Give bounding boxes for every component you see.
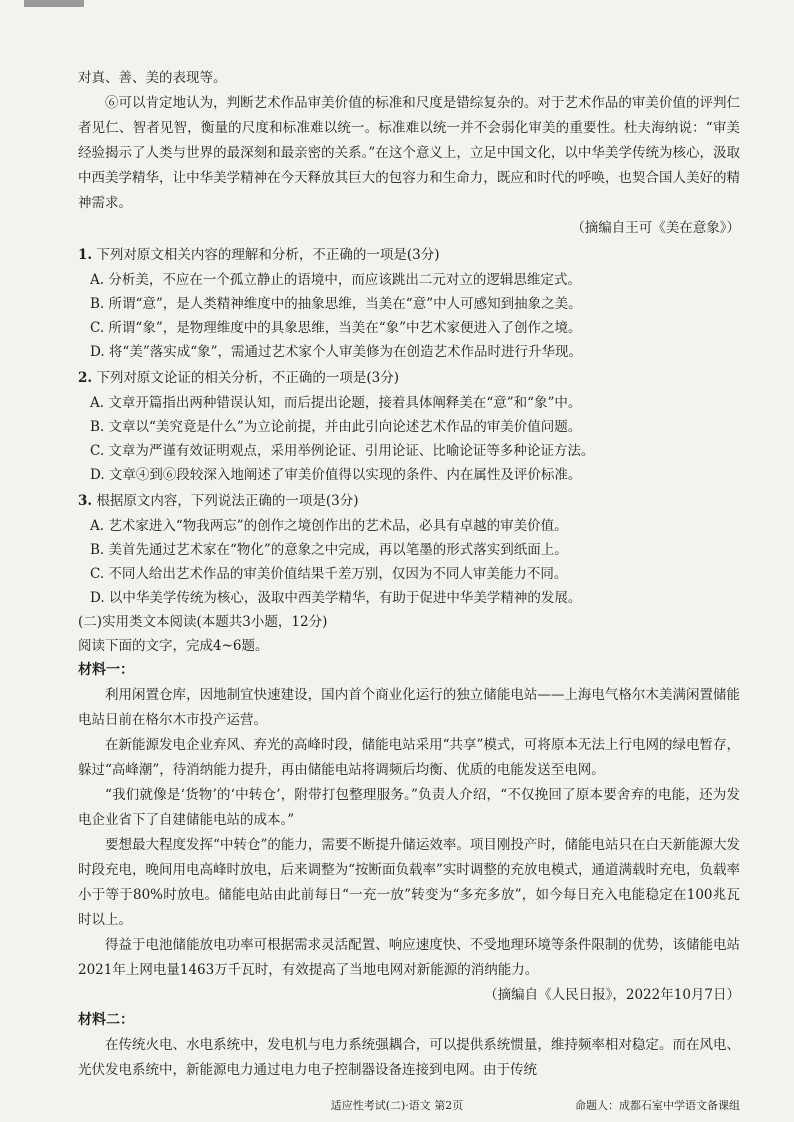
question-1: [78, 243, 740, 364]
question-number: 3.: [78, 493, 93, 509]
material-1-source: （摘编自《人民日报》，2022年10月7日）: [484, 987, 740, 1003]
option-c: C. 所谓“象”，是物理维度中的具象思维，当美在“象”中艺术家便进入了创作之境。: [90, 320, 582, 336]
option-a: A. 文章开篇指出两种错误认知，而后提出论题，接着具体阐释美在“意”和“象”中。: [90, 395, 582, 411]
question-2: [78, 366, 740, 487]
option-b: B. 所谓“意”，是人类精神维度中的抽象思维，当美在“意”中人可感知到抽象之美。: [90, 296, 582, 312]
question-3: [78, 489, 740, 610]
material-1-paragraph: 得益于电池储能放电功率可根据需求灵活配置、响应速度快、不受地理环境等条件限制的优势，该储能电站2021年上网电量1463万千瓦时，有效提高了当地电网对新能源的消纳能力。: [78, 937, 740, 978]
continued-line: 对真、善、美的表现等。: [78, 70, 227, 86]
section-heading: (二)实用类文本阅读(本题共3小题，12分): [78, 614, 328, 630]
footer-page-info: 适应性考试(二)·语文 第2页: [330, 1099, 464, 1112]
option-b: B. 文章以“美究竟是什么”为立论前提，并由此引向论述艺术作品的审美价值问题。: [90, 419, 582, 435]
page-footer: [0, 1096, 794, 1118]
question-number: 2.: [78, 370, 93, 386]
material-1-paragraph: “我们就像是‘货物’的‘中转仓’，附带打包整理服务。”负责人介绍，“不仅挽回了原本要舍弃的电能，还为发电企业省下了自建储能电站的成本。”: [78, 787, 740, 828]
question-stem: 下列对原文相关内容的理解和分析，不正确的一项是(3分): [96, 247, 440, 263]
question-number: 1.: [78, 247, 93, 263]
material-1-label: 材料一：: [78, 662, 134, 678]
material-1-paragraph: 在新能源发电企业弃风、弃光的高峰时段，储能电站采用“共享”模式，可将原本无法上行电网的绿电暂存，躲过“高峰潮”，待消纳能力提升，再由储能电站将调频后均衡、优质的电能发送至电网。: [78, 737, 740, 778]
material-1-paragraph: 要想最大程度发挥“中转仓”的能力，需要不断提升储运效率。项目刚投产时，储能电站只在白天新能源大发时段充电，晚间用电高峰时放电，后来调整为“按断面负载率”实时调整的充放电模式，通道满载时充电，负载率小于等于80%时放电。储能电站由此前每日“一充一放”转变为“多充多放”，如今每日充入电能稳定在100兆瓦时以上。: [78, 837, 740, 928]
option-c: C. 不同人给出艺术作品的审美价值结果千差万别，仅因为不同人审美能力不同。: [90, 566, 568, 582]
option-d: D. 以中华美学传统为核心，汲取中西美学精华，有助于促进中华美学精神的发展。: [90, 590, 582, 606]
footer-author: 命题人：成都石室中学语文备课组: [575, 1099, 740, 1112]
option-d: D. 文章④到⑥段较深入地阐述了审美价值得以实现的条件、内在属性及评价标准。: [90, 467, 582, 483]
material-1-paragraph: 利用闲置仓库，因地制宜快速建设，国内首个商业化运行的独立储能电站——上海电气格尔木美满闲置储能电站日前在格尔木市投产运营。: [78, 687, 740, 728]
option-c: C. 文章为严谨有效证明观点，采用举例论证、引用论证、比喻论证等多种论证方法。: [90, 443, 595, 459]
section-instruction: 阅读下面的文字，完成4~6题。: [78, 638, 269, 654]
material-2-label: 材料二：: [78, 1012, 134, 1028]
passage-source: （摘编自王可《美在意象》）: [571, 220, 740, 236]
question-stem: 下列对原文论证的相关分析，不正确的一项是(3分): [96, 370, 400, 386]
question-stem: 根据原文内容，下列说法正确的一项是(3分): [96, 493, 359, 509]
option-a: A. 分析美，不应在一个孤立静止的语境中，而应该跳出二元对立的逻辑思维定式。: [90, 272, 581, 288]
option-a: A. 艺术家进入“物我两忘”的创作之境创作出的艺术品，必具有卓越的审美价值。: [90, 518, 568, 534]
paragraph-6: ⑥可以肯定地认为，判断艺术作品审美价值的标准和尺度是错综复杂的。对于艺术作品的审美价值的评判仁者见仁、智者见智，衡量的尺度和标准难以统一。标准难以统一并不会弱化审美的重要性。杜夫海纳说：“审美经验揭示了人类与世界的最深刻和最亲密的关系。”在这个意义上，立足中国文化，以中华美学传统为核心，汲取中西美学精华，让中华美学精神在今天释放其巨大的包容力和生命力，既应和时代的呼唤，也契合国人美好的精神需求。: [78, 95, 740, 211]
material-2-paragraph: 在传统火电、水电系统中，发电机与电力系统强耦合，可以提供系统惯量，维持频率相对稳定。而在风电、光伏发电系统中，新能源电力通过电力电子控制器设备连接到电网。由于传统: [78, 1037, 740, 1078]
option-b: B. 美首先通过艺术家在“物化”的意象之中完成，再以笔墨的形式落实到纸面上。: [90, 542, 568, 558]
scan-mark: [24, 0, 84, 7]
option-d: D. 将“美”落实成“象”，需通过艺术家个人审美修为在创造艺术作品时进行升华现。: [90, 344, 583, 360]
